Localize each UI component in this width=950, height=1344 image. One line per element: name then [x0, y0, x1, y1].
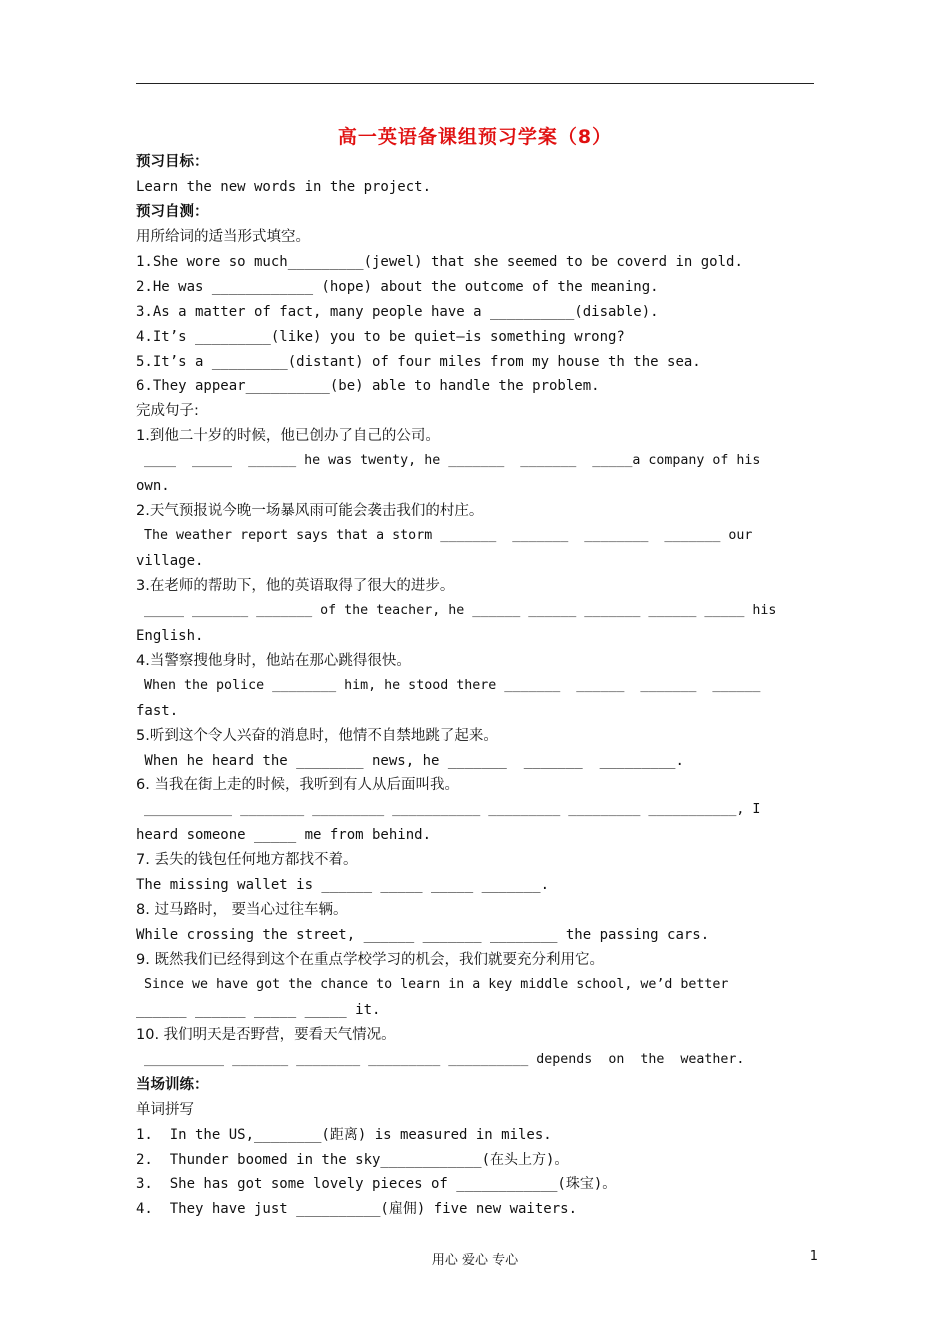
sentence-blank-line: ____ _____ ______ he was twenty, he _______ _______ _____a company of his: [136, 453, 761, 469]
sentence-blank-line: When the police ________ him, he stood there _______ ______ _______ ______: [136, 677, 761, 693]
section-heading-practice: 当场训练：: [136, 1076, 209, 1093]
exercise-item: 6.They appear__________(be) able to handle the problem.: [136, 378, 600, 395]
sentence-blank-line: The missing wallet is ______ _____ _____ _______.: [136, 877, 550, 894]
sentence-continuation: own.: [136, 478, 170, 495]
sentence-continuation: English.: [136, 627, 204, 644]
spelling-item: 3. She has got some lovely pieces of ____________(珠宝)。: [136, 1176, 617, 1193]
sentence-blank-line: _____ _______ _______ of the teacher, he ______ ______ _______ ______ _____ his: [136, 602, 777, 618]
sentence-blank-line: Since we have got the chance to learn in a key middle school, we’d better: [136, 976, 729, 992]
document-body: [136, 150, 814, 1222]
sentence-prompt: 2.天气预报说今晚一场暴风雨可能会袭击我们的村庄。: [136, 503, 484, 520]
sentence-blank-line: While crossing the street, ______ _______ ________ the passing cars.: [136, 927, 710, 944]
sentence-prompt: 4.当警察搜他身时，他站在那心跳得很快。: [136, 652, 411, 669]
sentence-continuation: heard someone _____ me from behind.: [136, 827, 432, 844]
objective-text: Learn the new words in the project.: [136, 178, 432, 195]
spelling-item: 4. They have just __________(雇佣) five new waiters.: [136, 1201, 578, 1218]
header-rule: [136, 83, 814, 84]
sentence-continuation: fast.: [136, 702, 179, 719]
page-title: 高一英语备课组预习学案（8）: [337, 126, 613, 148]
spelling-item: 2. Thunder boomed in the sky____________(在头上方)。: [136, 1151, 569, 1168]
exercise-item: 5.It’s a _________(distant) of four miles from my house th the sea.: [136, 353, 701, 370]
section-heading-objectives: 预习目标：: [136, 154, 209, 170]
sentence-blank-line: The weather report says that a storm _______ _______ ________ _______ our: [136, 528, 753, 544]
exercise-item: 4.It’s _________(like) you to be quiet—is something wrong?: [136, 328, 625, 345]
sentence-prompt: 10. 我们明天是否野营，要看天气情况。: [136, 1026, 396, 1043]
section-label-complete-sentences: 完成句子:: [136, 403, 199, 420]
footer-motto: 用心 爱心 专心: [431, 1253, 519, 1268]
spelling-item: 1. In the US,________(距离) is measured in miles.: [136, 1126, 552, 1143]
sentence-prompt: 3.在老师的帮助下，他的英语取得了很大的进步。: [136, 577, 455, 594]
exercise-item: 1.She wore so much_________(jewel) that she seemed to be coverd in gold.: [136, 253, 743, 270]
sentence-prompt: 9. 既然我们已经得到这个在重点学校学习的机会，我们就要充分利用它。: [136, 952, 604, 968]
sentence-blank-line: When he heard the ________ news, he _______ _______ _________.: [136, 752, 684, 769]
sentence-blank-line: __________ _______ ________ _________ __________ depends on the weather.: [136, 1051, 745, 1067]
sentence-prompt: 8. 过马路时， 要当心过往车辆。: [136, 902, 348, 919]
sentence-blank-line: ___________ ________ _________ ___________ _________ _________ ___________, I: [136, 802, 761, 818]
section-label-spelling: 单词拼写: [136, 1101, 194, 1118]
sentence-prompt: 7. 丢失的钱包任何地方都找不着。: [136, 852, 358, 869]
sentence-continuation: village.: [136, 553, 204, 569]
sentence-prompt: 6. 当我在街上走的时候，我听到有人从后面叫我。: [136, 777, 459, 794]
sentence-prompt: 1.到他二十岁的时候，他已创办了自己的公司。: [136, 428, 440, 445]
section-heading-self-test: 预习自测：: [136, 203, 209, 220]
sentence-continuation: ______ ______ _____ _____ it.: [136, 1001, 381, 1018]
page-number: 1: [809, 1249, 818, 1264]
sentence-prompt: 5.听到这个令人兴奋的消息时，他情不自禁地跳了起来。: [136, 727, 498, 744]
instruction-text: 用所给词的适当形式填空。: [136, 228, 310, 245]
exercise-item: 2.He was ____________ (hope) about the outcome of the meaning.: [136, 278, 659, 295]
exercise-item: 3.As a matter of fact, many people have a __________(disable).: [136, 303, 659, 320]
